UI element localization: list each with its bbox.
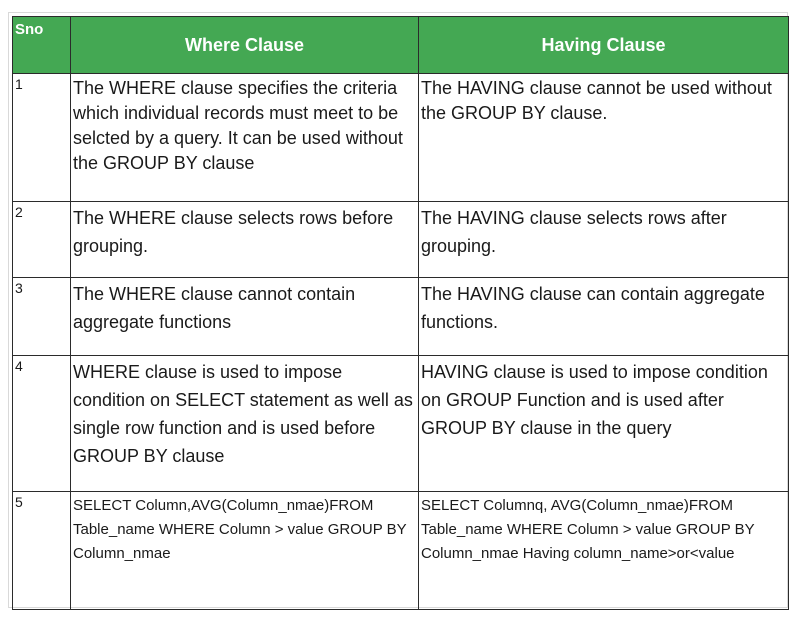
row-sno: 3: [13, 278, 71, 356]
table-row: [13, 492, 789, 610]
where-vs-having-table: [12, 16, 789, 610]
table-row: [13, 278, 789, 356]
row-where-cell: The WHERE clause cannot contain aggregate functions: [71, 278, 419, 356]
row-sno: 1: [13, 74, 71, 202]
header-sno: Sno: [13, 17, 71, 74]
row-where-cell: The WHERE clause specifies the criteria which individual records must meet to be selcted by a query. It can be used without the GROUP BY clause: [71, 74, 419, 202]
row-having-cell: SELECT Columnq, AVG(Column_nmae)FROM Table_name WHERE Column > value GROUP BY Column_nmae Having column_name>or<value: [419, 492, 789, 610]
table-row: [13, 202, 789, 278]
row-sno: 4: [13, 356, 71, 492]
header-where-clause: Where Clause: [71, 17, 419, 74]
row-sno: 5: [13, 492, 71, 610]
row-where-cell: WHERE clause is used to impose condition on SELECT statement as well as single row function and is used before GROUP BY clause: [71, 356, 419, 492]
row-where-cell: SELECT Column,AVG(Column_nmae)FROM Table_name WHERE Column > value GROUP BY Column_nmae: [71, 492, 419, 610]
header-row: [13, 17, 789, 74]
header-having-clause: Having Clause: [419, 17, 789, 74]
row-sno: 2: [13, 202, 71, 278]
table-row: [13, 74, 789, 202]
row-having-cell: The HAVING clause selects rows after grouping.: [419, 202, 789, 278]
row-having-cell: HAVING clause is used to impose condition on GROUP Function and is used after GROUP BY clause in the query: [419, 356, 789, 492]
table-row: [13, 356, 789, 492]
row-having-cell: The HAVING clause cannot be used without the GROUP BY clause.: [419, 74, 789, 202]
row-having-cell: The HAVING clause can contain aggregate functions.: [419, 278, 789, 356]
row-where-cell: The WHERE clause selects rows before grouping.: [71, 202, 419, 278]
